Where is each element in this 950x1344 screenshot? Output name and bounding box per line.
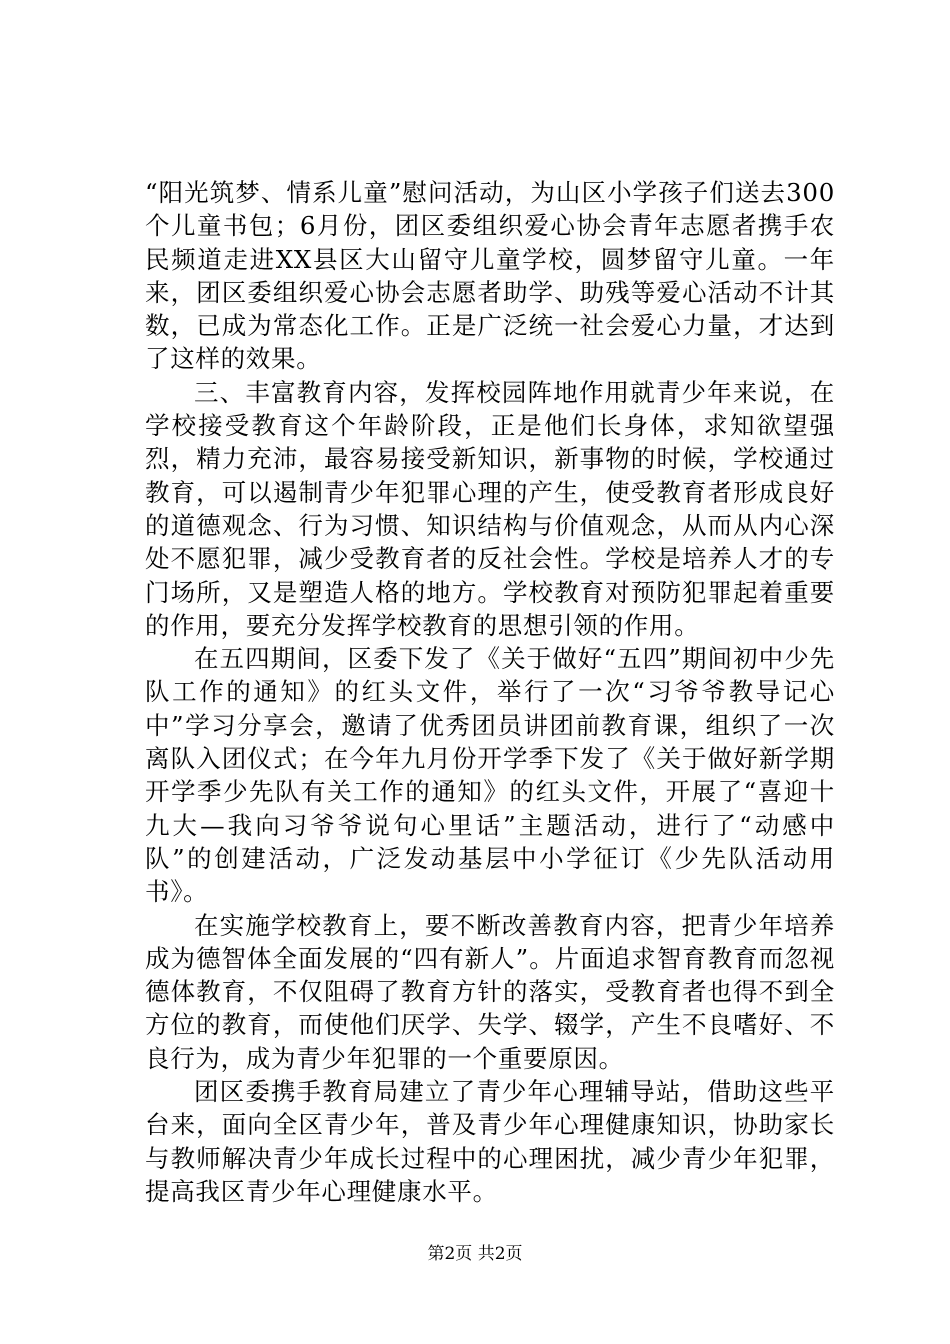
paragraph-continued: “阳光筑梦、情系儿童”慰问活动，为山区小学孩子们送去300个儿童书包；6月份，团区委组织爱心协会青年志愿者携手农民频道走进XX县区大山留守儿童学校，圆梦留守儿童。一年来，团区委组织爱心协会志愿者助学、助残等爱心活动不计其数，已成为常态化工作。正是广泛统一社会爱心力量，才达到了这样的效果。 <box>145 178 835 374</box>
page-number-footer: 第2页 共2页 <box>427 1244 523 1264</box>
paragraph-school-education: 在实施学校教育上，要不断改善教育内容，把青少年培养成为德智体全面发展的“四有新人”。片面追求智育教育而忽视德体教育，不仅阻碍了教育方针的落实，受教育者也得不到全方位的教育，而使他们厌学、失学、辍学，产生不良嗜好、不良行为，成为青少年犯罪的一个重要原因。 <box>145 910 835 1073</box>
paragraph-may-fourth: 在五四期间，区委下发了《关于做好“五四”期间初中少先队工作的通知》的红头文件，举行了一次“习爷爷教导记心中”学习分享会，邀请了优秀团员讲团前教育课，组织了一次离队入团仪式；在今年九月份开学季下发了《关于做好新学期开学季少先队有关工作的通知》的红头文件，开展了“喜迎十九大—我向习爷爷说句心里话”主题活动，进行了“动感中队”的创建活动，广泛发动基层中小学征订《少先队活动用书》。 <box>145 644 835 907</box>
document-body <box>145 176 835 1208</box>
paragraph-section-three: 三、丰富教育内容，发挥校园阵地作用就青少年来说，在学校接受教育这个年龄阶段，正是他们长身体，求知欲望强烈，精力充沛，最容易接受新知识，新事物的时候，学校通过教育，可以遏制青少年犯罪心理的产生，使受教育者形成良好的道德观念、行为习惯、知识结构与价值观念，从而从内心深处不愿犯罪，减少受教育者的反社会性。学校是培养人才的专门场所，又是塑造人格的地方。学校教育对预防犯罪起着重要的作用，要充分发挥学校教育的思想引领的作用。 <box>145 377 835 640</box>
paragraph-counseling-station: 团区委携手教育局建立了青少年心理辅导站，借助这些平台来，面向全区青少年，普及青少年心理健康知识，协助家长与教师解决青少年成长过程中的心理困扰，减少青少年犯罪，提高我区青少年心理健康水平。 <box>145 1077 835 1206</box>
